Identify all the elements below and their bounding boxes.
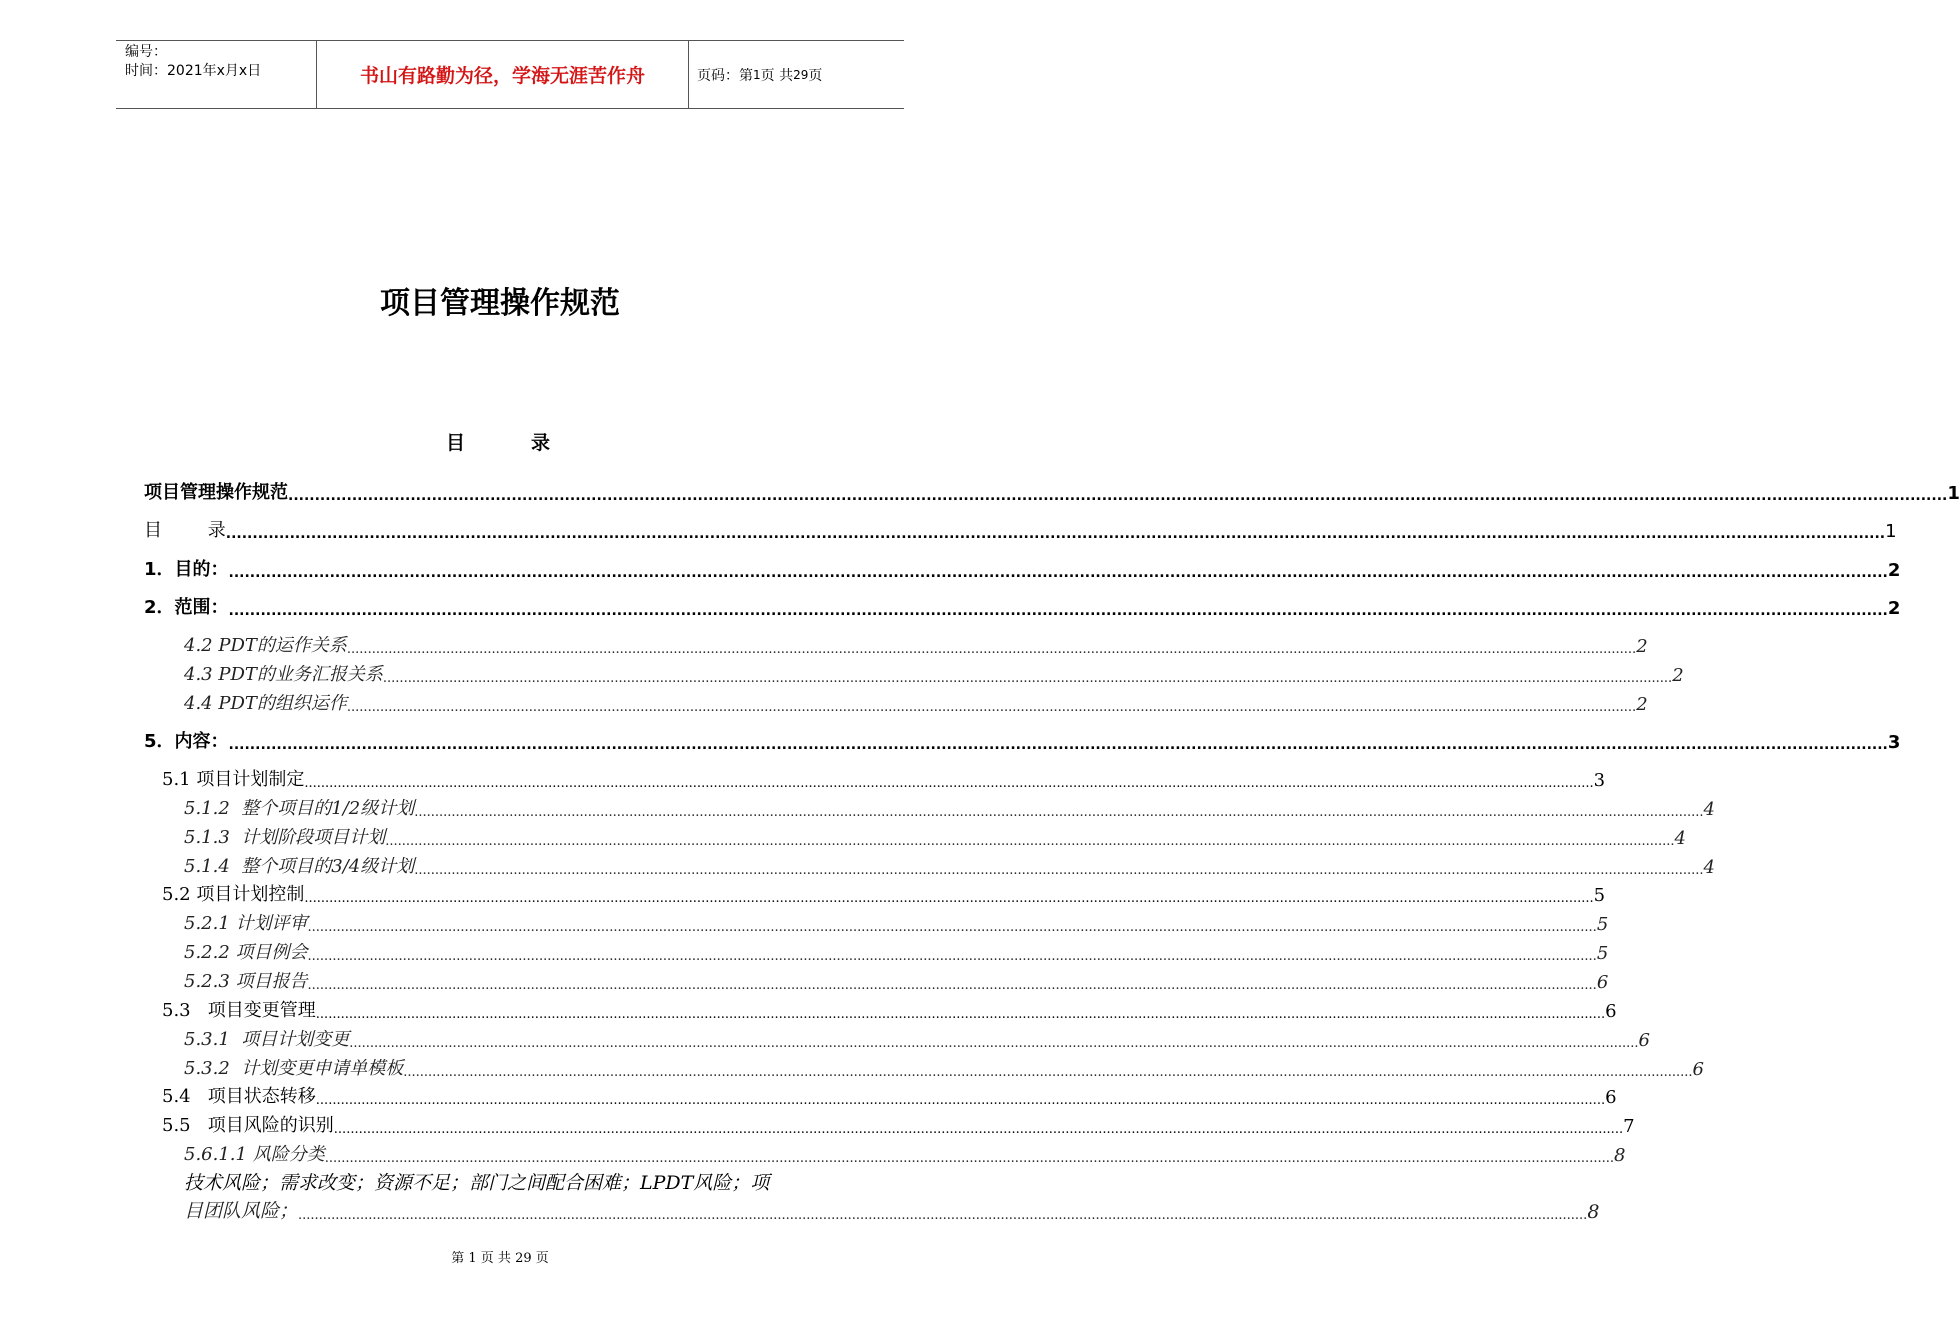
toc-entry-page: 2 bbox=[1887, 598, 1901, 619]
footer-suffix: 页 bbox=[535, 1251, 549, 1266]
toc-leader-dots bbox=[229, 565, 1888, 581]
toc-entry[interactable] bbox=[184, 1197, 1600, 1223]
toc-entry[interactable] bbox=[184, 794, 1715, 820]
toc-entry-page: 1 bbox=[1947, 483, 1960, 504]
toc-wrapped-line: 技术风险；需求改变；资源不足；部门之间配合困难；LPDT风险；项 bbox=[184, 1172, 770, 1194]
toc-leader-dots bbox=[229, 603, 1888, 619]
header-motto: 书山有路勤为径，学海无涯苦作舟 bbox=[316, 41, 689, 108]
header-page-info bbox=[689, 41, 904, 108]
toc-leader-dots bbox=[226, 526, 1885, 542]
toc-entry-label: 5.3.1 项目计划变更 bbox=[184, 1029, 350, 1050]
toc-entry-label: 5.3 项目变更管理 bbox=[162, 1000, 316, 1021]
toc-entry-page: 6 bbox=[1638, 1030, 1650, 1051]
toc-entry-page: 6 bbox=[1605, 1087, 1617, 1108]
toc-entry[interactable] bbox=[184, 852, 1715, 878]
toc-entry-label: 5.6.1.1 风险分类 bbox=[184, 1144, 325, 1165]
footer-current: 1 bbox=[468, 1251, 477, 1266]
toc-entry[interactable] bbox=[162, 1082, 1617, 1108]
toc-entry-label: 5.1.2 整个项目的1/2级计划 bbox=[184, 798, 415, 819]
toc-leader-dots bbox=[334, 1122, 1623, 1137]
toc-leader-dots bbox=[385, 834, 1674, 849]
toc-entry-page: 8 bbox=[1614, 1145, 1626, 1166]
toc-entry-page: 6 bbox=[1605, 1001, 1617, 1022]
toc-entry-label: 2．范围： bbox=[144, 597, 229, 618]
page-mid: 页 共 bbox=[760, 67, 794, 84]
toc-heading bbox=[446, 428, 550, 455]
toc-leader-dots bbox=[288, 488, 1947, 504]
toc-leader-dots bbox=[316, 1007, 1605, 1022]
toc-heading-part-2: 录 bbox=[531, 432, 551, 454]
footer-prefix: 第 bbox=[451, 1251, 465, 1266]
toc-entry[interactable] bbox=[184, 1140, 1626, 1166]
toc-leader-dots bbox=[308, 920, 1597, 935]
toc-entry[interactable] bbox=[184, 1054, 1704, 1080]
toc-entry-label: 目团队风险； bbox=[184, 1200, 299, 1222]
toc-entry-label: 5．内容： bbox=[144, 731, 229, 752]
toc-entry[interactable] bbox=[162, 765, 1606, 791]
toc-entry-label: 5.5 项目风险的识别 bbox=[162, 1115, 334, 1136]
page-suffix: 页 bbox=[808, 67, 823, 84]
toc-entry-label: 4.3 PDT的业务汇报关系 bbox=[184, 664, 383, 685]
toc-entry-page: 2 bbox=[1672, 665, 1684, 686]
toc-leader-dots bbox=[298, 1208, 1587, 1223]
toc-leader-dots bbox=[349, 1036, 1638, 1051]
toc-entry-page: 5 bbox=[1593, 885, 1606, 906]
toc-leader-dots bbox=[347, 642, 1636, 657]
toc-entry[interactable] bbox=[144, 727, 1901, 753]
toc-entry-page: 6 bbox=[1692, 1059, 1704, 1080]
toc-entry-label: 5.2.1 计划评审 bbox=[184, 913, 308, 934]
toc-entry-page: 7 bbox=[1623, 1116, 1635, 1137]
toc-entry-page: 2 bbox=[1636, 636, 1648, 657]
toc-leader-dots bbox=[304, 891, 1593, 906]
footer-mid: 页 共 bbox=[480, 1251, 511, 1266]
toc-entry[interactable] bbox=[144, 478, 1960, 504]
toc-entry-label: 5.2.3 项目报告 bbox=[184, 971, 308, 992]
toc-entry-page: 8 bbox=[1587, 1201, 1600, 1223]
page-total: 29 bbox=[793, 67, 809, 82]
toc-entry[interactable] bbox=[184, 967, 1609, 993]
toc-entry-label: 4.2 PDT的运作关系 bbox=[184, 635, 347, 656]
toc-leader-dots bbox=[403, 1065, 1692, 1080]
page-current: 1 bbox=[753, 67, 761, 82]
toc-entry-label: 5.2 项目计划控制 bbox=[162, 884, 305, 905]
toc-entry-label: 1．目的： bbox=[144, 559, 229, 580]
toc-entry-label: 5.1.4 整个项目的3/4级计划 bbox=[184, 856, 415, 877]
toc-entry[interactable] bbox=[144, 516, 1897, 542]
toc-leader-dots bbox=[308, 978, 1597, 993]
page-prefix: 页码：第 bbox=[697, 67, 753, 84]
toc-entry-page: 6 bbox=[1596, 972, 1609, 993]
toc-entry[interactable] bbox=[162, 1111, 1635, 1137]
toc-entry-page: 4 bbox=[1674, 828, 1686, 849]
page-header bbox=[116, 40, 904, 109]
toc-leader-dots bbox=[325, 1151, 1614, 1166]
toc-entry-page: 5 bbox=[1596, 943, 1609, 964]
toc-entry-label: 目 录 bbox=[144, 520, 226, 541]
document-title: 项目管理操作规范 bbox=[380, 286, 620, 321]
toc-entry[interactable] bbox=[184, 1025, 1650, 1051]
footer-total: 29 bbox=[515, 1251, 532, 1266]
toc-entry-label: 5.3.2 计划变更申请单模板 bbox=[184, 1058, 404, 1079]
toc-entry-page: 3 bbox=[1887, 732, 1901, 753]
toc-entry-page: 2 bbox=[1887, 560, 1901, 581]
toc-entry[interactable] bbox=[184, 909, 1609, 935]
toc-leader-dots bbox=[304, 776, 1593, 791]
toc-heading-part-1: 目 bbox=[446, 432, 466, 454]
toc-entry-label: 项目管理操作规范 bbox=[144, 482, 288, 503]
toc-entry[interactable] bbox=[184, 660, 1684, 686]
toc-entry-page: 4 bbox=[1703, 857, 1715, 878]
number-label: 编号： bbox=[125, 44, 167, 60]
toc-entry-label: 5.1 项目计划制定 bbox=[162, 769, 305, 790]
toc-entry[interactable] bbox=[184, 938, 1609, 964]
page-footer bbox=[0, 1247, 1000, 1266]
toc-entry[interactable] bbox=[162, 880, 1606, 906]
toc-entry-label: 5.4 项目状态转移 bbox=[162, 1086, 316, 1107]
toc-entry-label: 5.1.3 计划阶段项目计划 bbox=[184, 827, 386, 848]
toc-entry-page: 5 bbox=[1596, 914, 1609, 935]
toc-entry-label: 5.2.2 项目例会 bbox=[184, 942, 308, 963]
toc-leader-dots bbox=[316, 1093, 1605, 1108]
toc-entry[interactable] bbox=[184, 689, 1648, 715]
toc-entry[interactable] bbox=[184, 823, 1686, 849]
toc-entry-page: 4 bbox=[1703, 799, 1715, 820]
toc-leader-dots bbox=[229, 737, 1888, 753]
toc-entry-page: 1 bbox=[1885, 521, 1897, 542]
toc-leader-dots bbox=[347, 700, 1636, 715]
toc-entry-page: 3 bbox=[1593, 770, 1606, 791]
header-meta bbox=[116, 41, 316, 108]
toc-leader-dots bbox=[414, 805, 1703, 820]
toc-entry-page: 2 bbox=[1636, 694, 1648, 715]
toc-entry[interactable] bbox=[144, 555, 1901, 581]
toc-entry[interactable] bbox=[184, 631, 1648, 657]
toc-leader-dots bbox=[308, 949, 1597, 964]
toc-entry[interactable] bbox=[144, 593, 1901, 619]
toc-entry[interactable] bbox=[162, 996, 1617, 1022]
toc-leader-dots bbox=[414, 863, 1703, 878]
toc-entry-label: 4.4 PDT的组织运作 bbox=[184, 693, 347, 714]
toc-leader-dots bbox=[383, 671, 1672, 686]
time-label: 时间：2021年x月x日 bbox=[125, 63, 262, 79]
